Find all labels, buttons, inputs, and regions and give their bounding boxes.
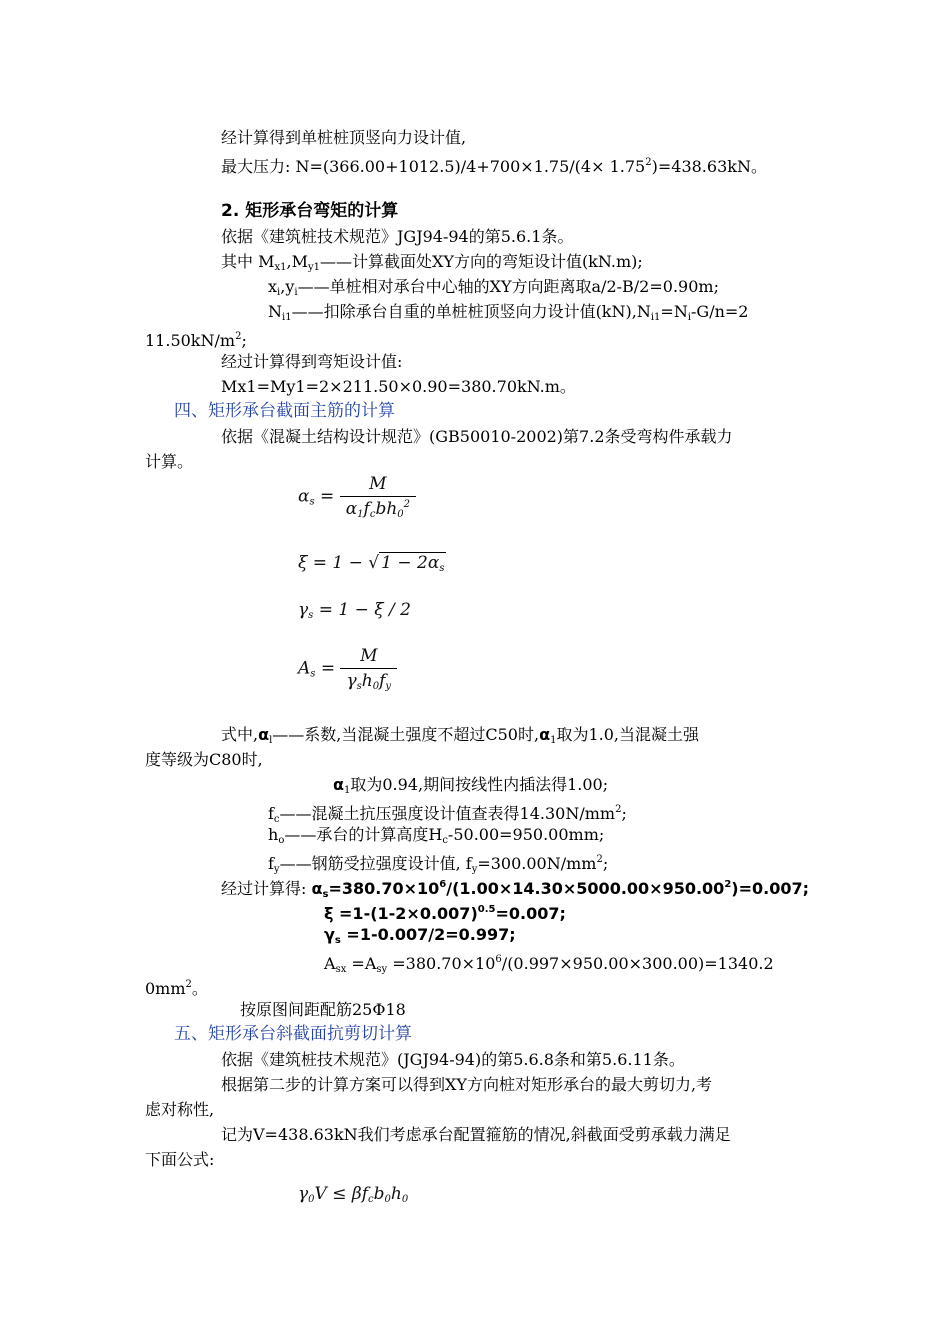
- symbol-explanation: 式中$,\alpha_l——$系数,当混凝土强度不超过C50时$,\alpha_1$取为1.0,当混凝土强: [221, 725, 699, 746]
- symbol-explanation-alpha: $\alpha_1$取为0.94,期间按线性内插法得1.00;: [333, 775, 609, 796]
- variable-def-xy: $x_i,y_i——$单桩相对承台中心轴的XY方向距离取a/2-B/2=0.90m;: [268, 277, 719, 298]
- result-alpha-s: 经过计算得: $\alpha_s=380.70\times 10^6/(1.00\times 14.30\times 5000.00\times 950.00^2)=0.007$;: [221, 879, 810, 900]
- max-pressure-line: 最大压力: $N=(366.00+1012.5)/4+700\times 1.75/(4\times 1.75^2)=438.63kN$。: [221, 157, 767, 176]
- text-line: 经计算得到单桩桩顶竖向力设计值,: [221, 128, 467, 147]
- formula-alpha-s: $\alpha_s$ = $\frac{M}{\alpha_1f_cbh_0^2}$: [298, 474, 416, 520]
- result-as-cont: $0mm^2$。: [145, 979, 208, 998]
- paragraph-line-cont: 虑对称性,: [145, 1100, 215, 1119]
- variable-def-h0: $h_o——$承台的计算高度$H_c-50.00=950.00mm$;: [268, 825, 605, 846]
- symbol-explanation-cont: 度等级为C80时,: [145, 750, 263, 769]
- result-gamma-s: $\gamma_s =1-0.007/2=0.997$;: [324, 925, 516, 946]
- basis-line-cont: 计算。: [145, 452, 194, 471]
- variable-def-fc: $f_c——$混凝土抗压强度设计值查表得$14.30N/mm^2$;: [268, 804, 627, 825]
- variable-def-n: $N_{i1}——$扣除承台自重的单桩桩顶竖向力设计值$(kN),N_{i1}=N_i-G/n=2$: [268, 302, 749, 323]
- formula-shear-capacity: $\gamma_0V \le \beta f_cb_0h_0$: [298, 1184, 409, 1205]
- section-heading-shear: 五、矩形承台斜截面抗剪切计算: [174, 1024, 412, 1044]
- moment-result-value: Mx1=My1=2×211.50×0.90=380.70kN.m。: [221, 377, 576, 396]
- section-heading-moment: 2. 矩形承台弯矩的计算: [221, 201, 399, 221]
- paragraph-line: 记为V=438.63kN我们考虑承台配置箍筋的情况,斜截面受剪承载力满足: [221, 1125, 731, 1144]
- basis-line: 依据《混凝土结构设计规范》(GB50010-2002)第7.2条受弯构件承载力: [221, 427, 733, 446]
- formula-as: $A_s$ = $\frac{M}{\gamma_sh_0f_y}$: [298, 646, 397, 692]
- variable-def-m: 其中 $M_{x1},M_{y1}——$计算截面处XY方向的弯矩设计值(kN.m);: [221, 252, 643, 273]
- variable-def-n-cont: $11.50kN/m^2$;: [145, 331, 247, 350]
- result-xi: $\xi =1-(1-2\times 0.007)^{0.5}=0.007$;: [324, 904, 566, 923]
- paragraph-line-cont: 下面公式:: [145, 1150, 215, 1169]
- section-heading-main-rebar: 四、矩形承台截面主筋的计算: [174, 401, 395, 421]
- basis-line: 依据《建筑桩技术规范》JGJ94-94的第5.6.1条。: [221, 227, 574, 246]
- moment-result-label: 经过计算得到弯矩设计值:: [221, 352, 403, 371]
- formula-xi: ξ = 1 − √ $1 - 2\alpha_s$: [298, 553, 445, 574]
- basis-line: 依据《建筑桩技术规范》(JGJ94-94)的第5.6.8条和第5.6.11条。: [221, 1050, 685, 1069]
- paragraph-line: 根据第二步的计算方案可以得到XY方向桩对矩形承台的最大剪切力,考: [221, 1075, 713, 1094]
- formula-gamma-s: $\gamma_s = 1 - \xi / 2$: [298, 600, 411, 621]
- variable-def-fy: $f_y——$钢筋受拉强度设计值, $f_y=300.00N/mm^2$;: [268, 854, 609, 875]
- rebar-spec: 按原图间距配筋25Φ18: [240, 1000, 406, 1019]
- result-as: $A_{sx} =A_{sy} =380.70\times 10^6/(0.997\times 950.00\times 300.00)=1340.2$: [324, 954, 774, 975]
